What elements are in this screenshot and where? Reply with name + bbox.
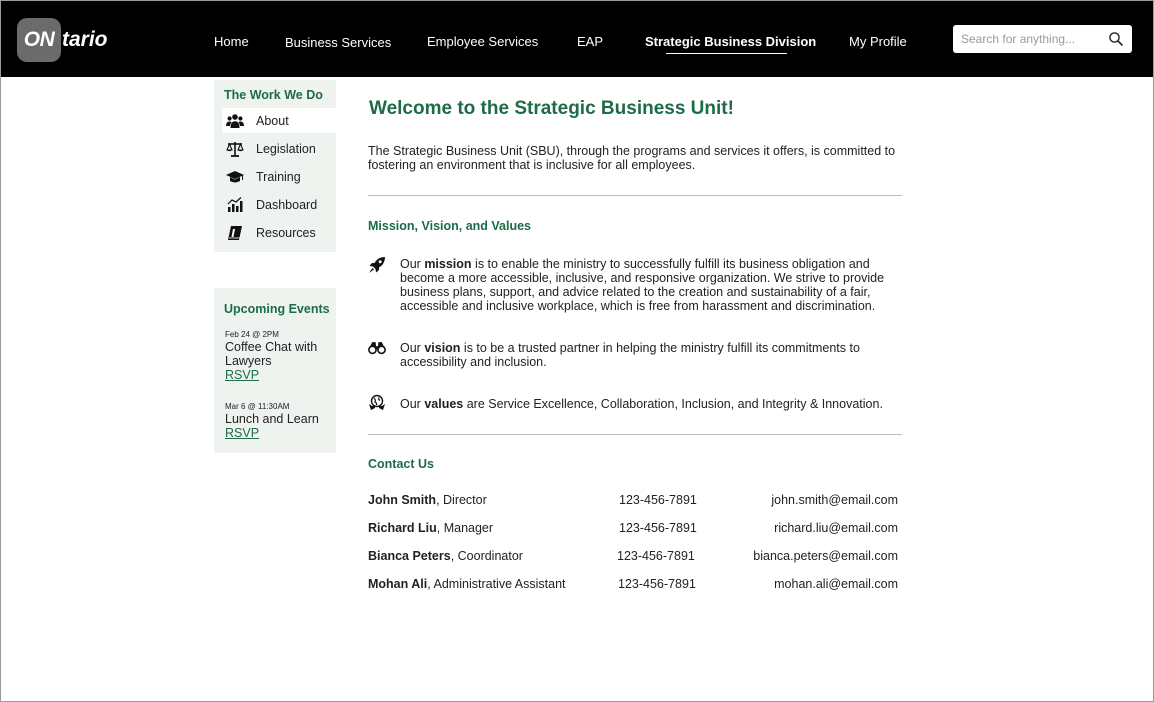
values-text	[400, 397, 905, 411]
vision-body: is to be a trusted partner in helping the ministry fulfill its commitments to accessibility and inclusion.	[400, 341, 860, 369]
vision-keyword: vision	[424, 341, 461, 355]
values-body: are Service Excellence, Collaboration, Inclusion, and Integrity & Innovation.	[463, 397, 883, 411]
work-we-do-panel	[214, 80, 336, 252]
sidebar-item-label: Dashboard	[256, 197, 318, 212]
binoculars-icon	[368, 339, 386, 357]
contact-email[interactable]: richard.liu@email.com	[774, 521, 898, 535]
contact-role: , Coordinator	[450, 549, 523, 563]
nav-strategic-business-division[interactable]: Strategic Business Division	[645, 34, 817, 49]
work-we-do-title: The Work We Do	[224, 88, 323, 102]
intro-paragraph: The Strategic Business Unit (SBU), through the programs and services it offers, is committed to fostering an environment that is inclusive for all employees.	[368, 144, 896, 172]
mission-keyword: mission	[424, 257, 472, 271]
sidebar-item-resources[interactable]	[222, 220, 336, 245]
vision-pre: Our	[400, 341, 425, 355]
contact-person: Mohan Ali	[368, 577, 428, 591]
active-nav-underline	[666, 53, 787, 54]
contact-email[interactable]: bianca.peters@email.com	[753, 549, 898, 563]
mission-pre: Our	[400, 257, 425, 271]
search-icon[interactable]	[1108, 31, 1124, 47]
event-rsvp-link[interactable]: RSVP	[225, 368, 260, 382]
nav-my-profile[interactable]: My Profile	[849, 34, 907, 49]
nav-employee-services[interactable]: Employee Services	[427, 34, 539, 49]
divider	[368, 434, 902, 435]
contact-role: , Manager	[436, 521, 494, 535]
logo-text: tario	[62, 28, 108, 51]
scale-icon	[226, 140, 244, 158]
contact-name	[368, 549, 523, 563]
contact-row	[368, 521, 902, 537]
contact-row	[368, 493, 902, 509]
sidebar-item-legislation[interactable]	[222, 136, 336, 161]
nav-eap[interactable]: EAP	[577, 34, 604, 49]
bar-chart-icon	[226, 196, 244, 214]
contact-phone[interactable]: 123-456-7891	[619, 521, 697, 535]
contact-row	[368, 549, 902, 565]
search-input[interactable]	[961, 30, 1101, 48]
ontario-logo[interactable]	[17, 18, 108, 62]
contact-phone[interactable]: 123-456-7891	[619, 493, 697, 507]
rocket-icon	[368, 256, 386, 274]
event-date: Mar 6 @ 11:30AM	[225, 402, 290, 411]
contact-name	[368, 493, 487, 507]
hands-globe-icon	[368, 394, 386, 412]
contact-person: Bianca Peters	[368, 549, 451, 563]
mission-text	[400, 257, 905, 313]
sidebar-item-label: Legislation	[256, 141, 316, 156]
contact-phone[interactable]: 123-456-7891	[618, 577, 696, 591]
contact-us-heading: Contact Us	[368, 457, 434, 471]
contact-name	[368, 577, 566, 591]
sidebar-item-training[interactable]	[222, 164, 336, 189]
logo-badge: ON	[17, 18, 61, 62]
nav-home[interactable]: Home	[214, 34, 249, 49]
page-title: Welcome to the Strategic Business Unit!	[369, 98, 734, 119]
search-box	[953, 25, 1132, 53]
contact-email[interactable]: mohan.ali@email.com	[774, 577, 898, 591]
sidebar-item-label: Training	[256, 169, 301, 184]
top-navigation-bar	[1, 1, 1153, 77]
vision-text	[400, 341, 905, 369]
contact-person: John Smith	[368, 493, 437, 507]
upcoming-events-panel	[214, 288, 336, 453]
graduation-cap-icon	[226, 168, 244, 186]
mission-vision-values-heading: Mission, Vision, and Values	[368, 219, 532, 233]
contact-role: , Director	[436, 493, 487, 507]
book-icon	[226, 224, 244, 242]
values-pre: Our	[400, 397, 425, 411]
sidebar-item-about[interactable]	[222, 108, 336, 133]
values-keyword: values	[424, 397, 464, 411]
event-title: Coffee Chat with Lawyers	[225, 340, 318, 368]
event-date: Feb 24 @ 2PM	[225, 330, 279, 339]
sidebar-item-label: About	[256, 113, 289, 128]
nav-business-services[interactable]: Business Services	[285, 35, 392, 50]
contact-role: , Administrative Assistant	[427, 577, 566, 591]
sidebar-item-label: Resources	[256, 225, 316, 240]
upcoming-events-title: Upcoming Events	[224, 302, 330, 316]
contact-email[interactable]: john.smith@email.com	[771, 493, 898, 507]
mission-body: is to enable the ministry to successfully fulfill its business obligation and become a more accessible, inclusive, and responsive organization. We strive to provide business plans, support, and advice related to the creation and sustainability of a fair, accessible and inclusive workplace, which is free from harassment and discrimination.	[400, 257, 885, 313]
sidebar-item-dashboard[interactable]	[222, 192, 336, 217]
divider	[368, 195, 902, 196]
event-title: Lunch and Learn	[225, 412, 319, 426]
event-rsvp-link[interactable]: RSVP	[225, 426, 260, 440]
contact-name	[368, 521, 493, 535]
contact-phone[interactable]: 123-456-7891	[617, 549, 695, 563]
contact-row	[368, 577, 902, 593]
contact-person: Richard Liu	[368, 521, 437, 535]
users-icon	[226, 112, 244, 130]
